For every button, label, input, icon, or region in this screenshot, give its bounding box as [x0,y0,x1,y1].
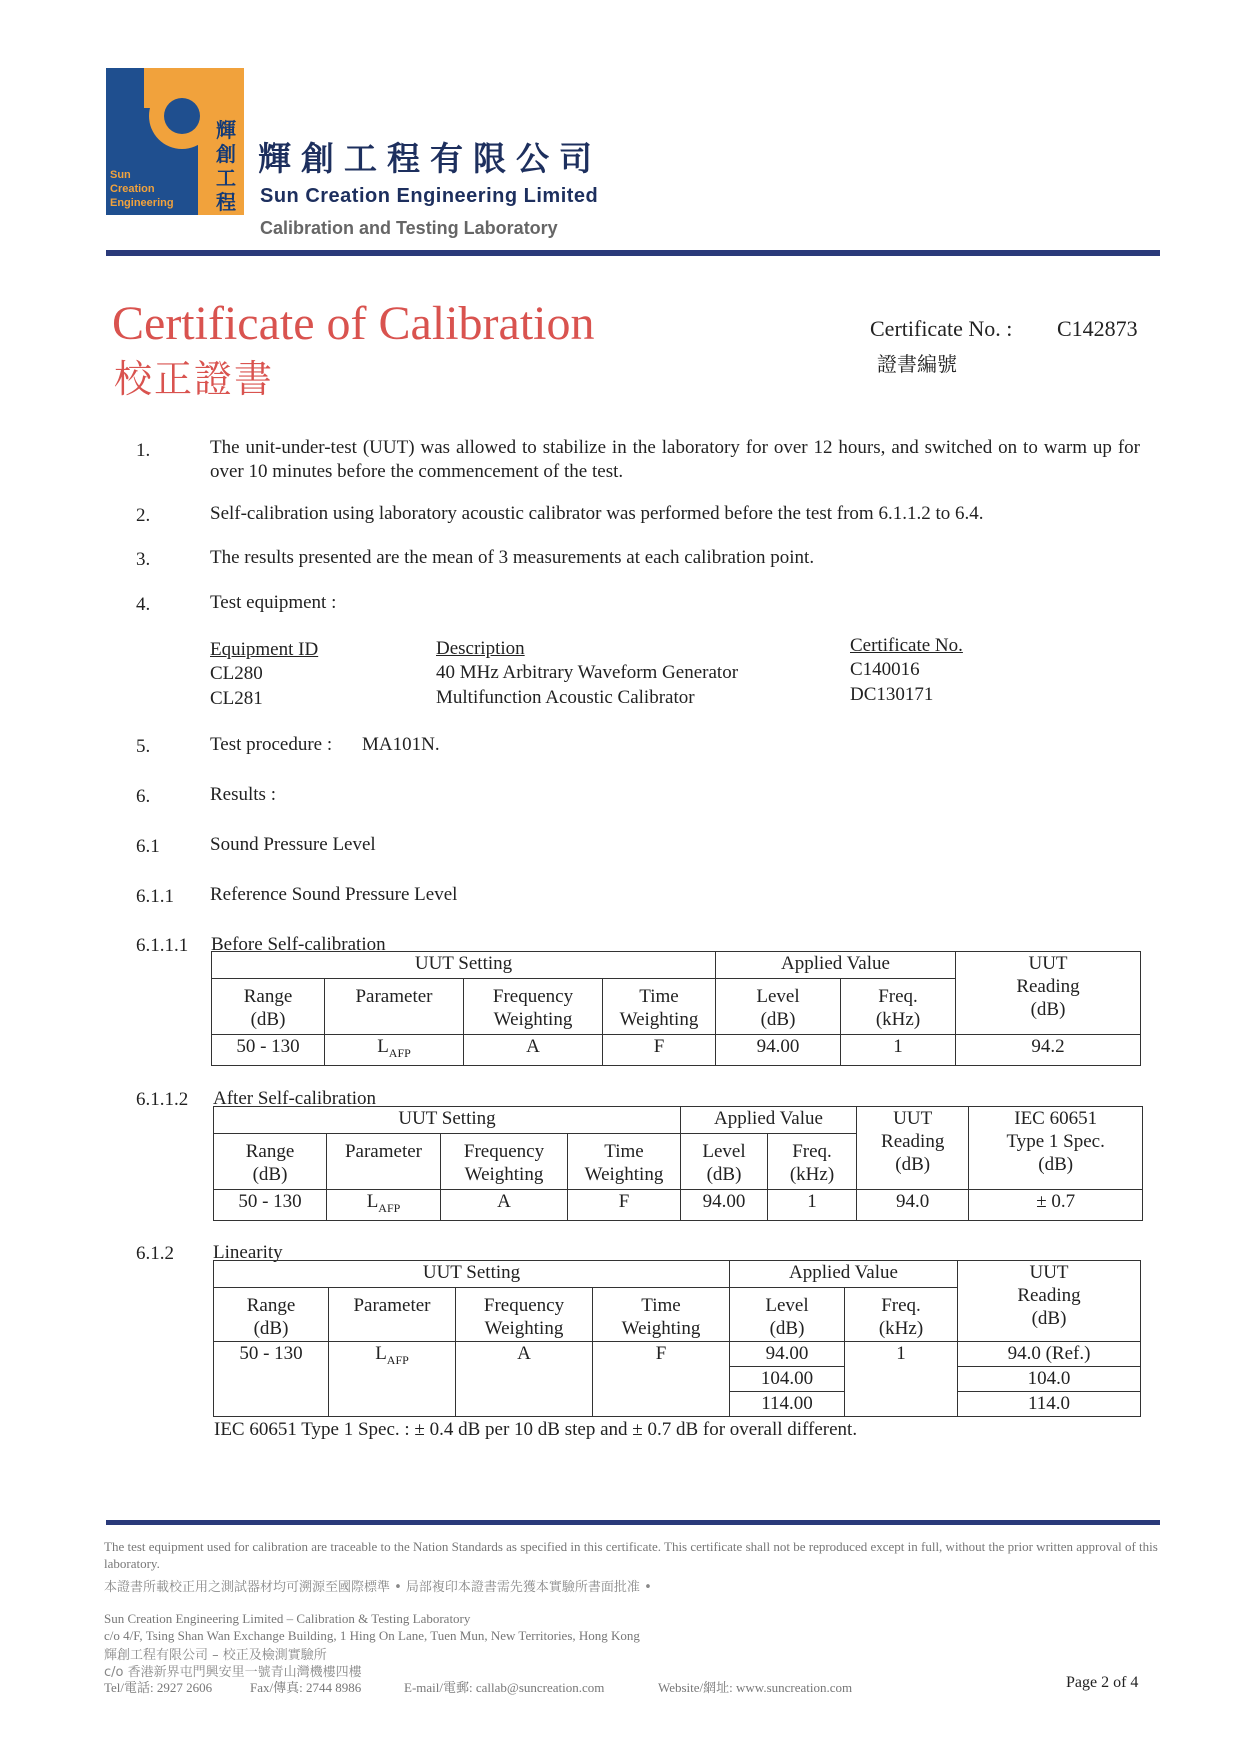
equipment-cert: C140016 [850,659,920,680]
logo-chinese-text: 輝 創 工 程 [216,118,236,214]
range-value: 50 - 130 [214,1342,329,1417]
equipment-header-cert: Certificate No. [850,635,963,656]
range-value: 50 - 130 [212,1035,325,1066]
footer-address-line: c/o 4/F, Tsing Shan Wan Exchange Building, 1 Hing On Lane, Tuen Mun, New Territories, Hong Kong [104,1628,640,1643]
group-header: UUT Setting [214,1107,681,1134]
footer-address-line: Sun Creation Engineering Limited – Calibration & Testing Laboratory [104,1611,471,1626]
freq-value: 1 [841,1035,956,1066]
reading-value: 94.2 [956,1035,1141,1066]
time-weighting-header: Time Weighting [593,1288,730,1342]
item-number: 6. [136,786,151,807]
lab-name: Calibration and Testing Laboratory [260,218,558,238]
reading-value: 94.0 [857,1190,969,1221]
equipment-header-id: Equipment ID [210,639,319,660]
freq-weighting-header: Frequency Weighting [464,979,603,1035]
level-value: 94.00 [730,1342,845,1367]
group-header: Applied Value [681,1107,857,1134]
company-logo [106,68,244,215]
company-name-en: Sun Creation Engineering Limited [260,185,599,207]
section-number: 6.1.1 [136,886,174,907]
item-text: Test equipment : [210,592,337,613]
footer-tel: Tel/電話: 2927 2606 [104,1680,213,1695]
section-number: 6.1.1.1 [136,935,189,956]
procedure-value: MA101N. [362,734,440,755]
param-header: Parameter [329,1288,456,1342]
page-number: Page 2 of 4 [1066,1674,1139,1691]
reading-header: UUT Reading (dB) [956,952,1141,1035]
item-number: 2. [136,505,151,526]
range-header: Range (dB) [214,1288,329,1342]
freq-value: 1 [845,1342,958,1417]
freq-weighting-header: Frequency Weighting [456,1288,593,1342]
procedure-label: Test procedure : [210,734,333,755]
section-number: 6.1.2 [136,1243,174,1264]
level-header: Level (dB) [730,1288,845,1342]
section-label: Sound Pressure Level [210,834,376,855]
level-value: 94.00 [681,1190,768,1221]
time-weighting-header: Time Weighting [568,1134,681,1190]
traceability-statement: The test equipment used for calibration are traceable to the Nation Standards as specified in this certificate. This certificate shall not be reproduced except in full, without the prior written approval of this laboratory. [104,1539,1158,1571]
freq-weighting-value: A [441,1190,568,1221]
section-label: Linearity [213,1242,283,1263]
header-rule [106,250,1160,256]
section-label: Before Self-calibration [211,934,386,955]
reading-header: UUT Reading (dB) [857,1107,969,1190]
footer-fax: Fax/傳真: 2744 8986 [250,1680,362,1695]
item-number: 1. [136,440,151,461]
results-label: Results : [210,784,276,805]
level-header: Level (dB) [716,979,841,1035]
equipment-desc: 40 MHz Arbitrary Waveform Generator [436,662,739,683]
logo-english-text: Sun Creation Engineering [110,169,174,209]
freq-weighting-header: Frequency Weighting [441,1134,568,1190]
equipment-header-desc: Description [436,638,525,659]
section-number: 6.1 [136,836,160,857]
reading-value: 104.0 [958,1367,1141,1392]
linearity-table [213,1260,1141,1417]
time-weighting-value: F [593,1342,730,1417]
reading-value: 114.0 [958,1392,1141,1417]
equipment-id: CL280 [210,663,263,684]
footer-rule [106,1520,1160,1525]
traceability-statement-cn: 本證書所載校正用之測試器材均可溯源至國際標準 • 局部複印本證書需先獲本實驗所書面批准 • [104,1580,652,1595]
time-weighting-header: Time Weighting [603,979,716,1035]
footer-email: E-mail/電郵: callab@suncreation.com [404,1680,605,1695]
range-value: 50 - 130 [214,1190,327,1221]
group-header: Applied Value [716,952,956,979]
param-value: $L_{AFP}$ [325,1035,464,1066]
range-header: Range (dB) [212,979,325,1035]
certificate-no-label-cn: 證書編號 [877,352,957,376]
before-selfcal-table [211,951,1141,1066]
section-number: 6.1.1.2 [136,1089,189,1110]
footer-website: Website/網址: www.suncreation.com [658,1680,853,1695]
certificate-no-label: Certificate No. : [870,316,1013,341]
reading-value: 94.0 (Ref.) [958,1342,1141,1367]
spec-value: ± 0.7 [969,1190,1143,1221]
linearity-spec-note: IEC 60651 Type 1 Spec. : ± 0.4 dB per 10 dB step and ± 0.7 dB for overall different. [214,1419,858,1440]
freq-weighting-value: A [456,1342,593,1417]
group-header: UUT Setting [214,1261,730,1288]
freq-header: Freq. (kHz) [768,1134,857,1190]
item-text: The results presented are the mean of 3 measurements at each calibration point. [210,547,815,568]
time-weighting-value: F [603,1035,716,1066]
freq-value: 1 [768,1190,857,1221]
after-selfcal-table [213,1106,1143,1221]
group-header: UUT Setting [212,952,716,979]
item-number: 4. [136,594,151,615]
certificate-title: Certificate of Calibration [112,297,595,350]
param-value: $L_{AFP}$ [327,1190,441,1221]
equipment-desc: Multifunction Acoustic Calibrator [436,687,695,708]
equipment-id: CL281 [210,688,263,709]
param-header: Parameter [327,1134,441,1190]
freq-header: Freq. (kHz) [845,1288,958,1342]
footer-address-line: c/o 香港新界屯門興安里一號青山灣機樓四樓 [104,1665,362,1680]
section-label: After Self-calibration [213,1088,377,1109]
param-value: $L_{AFP}$ [329,1342,456,1417]
company-name-cn: 輝創工程有限公司 [258,139,602,178]
certificate-no-value: C142873 [1057,316,1138,341]
item-text: The unit-under-test (UUT) was allowed to stabilize in the laboratory for over 12 hours, and switched on to warm up for over 10 minutes before the commencement of the test. [210,437,1140,482]
time-weighting-value: F [568,1190,681,1221]
group-header: Applied Value [730,1261,958,1288]
section-label: Reference Sound Pressure Level [210,884,458,905]
reading-header: UUT Reading (dB) [958,1261,1141,1342]
level-value: 114.00 [730,1392,845,1417]
freq-header: Freq. (kHz) [841,979,956,1035]
freq-weighting-value: A [464,1035,603,1066]
level-header: Level (dB) [681,1134,768,1190]
item-text: Self-calibration using laboratory acoustic calibrator was performed before the test from 6.1.1.2 to 6.4. [210,503,984,524]
param-header: Parameter [325,979,464,1035]
level-value: 104.00 [730,1367,845,1392]
certificate-title-cn: 校正證書 [114,357,275,401]
spec-header: IEC 60651 Type 1 Spec. (dB) [969,1107,1143,1190]
footer-address-line: 輝創工程有限公司 – 校正及檢測實驗所 [104,1648,327,1663]
range-header: Range (dB) [214,1134,327,1190]
equipment-cert: DC130171 [850,684,934,705]
item-number: 3. [136,549,151,570]
item-number: 5. [136,736,151,757]
level-value: 94.00 [716,1035,841,1066]
